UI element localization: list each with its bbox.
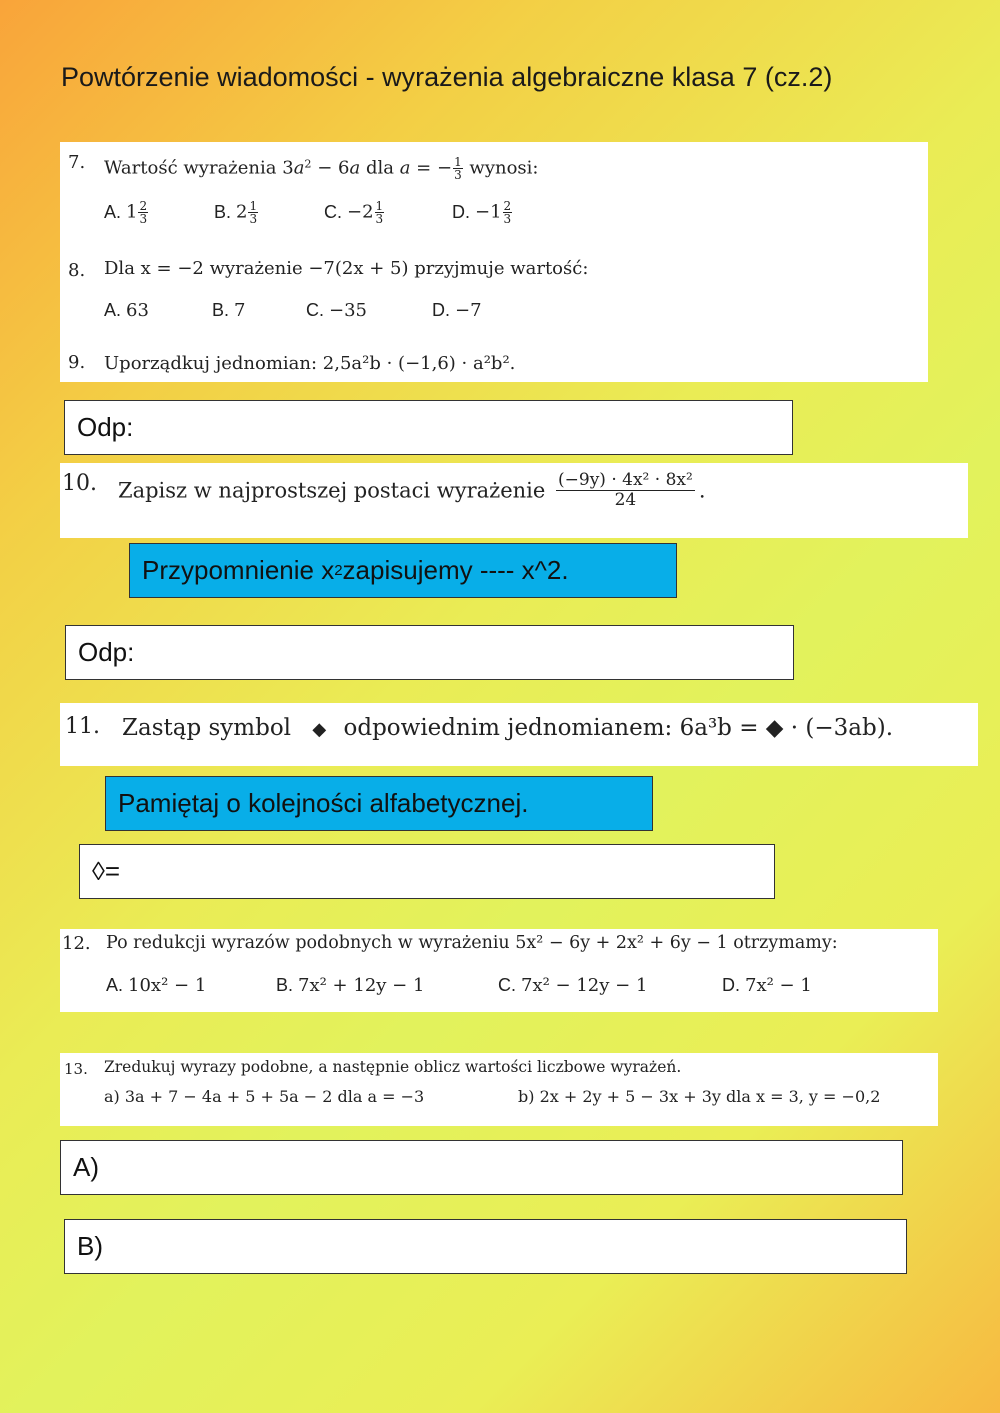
q13-text: Zredukuj wyrazy podobne, a następnie oblicz wartości liczbowe wyrażeń. bbox=[104, 1058, 682, 1076]
answer-a-label: A) bbox=[73, 1152, 99, 1182]
question-block-7-9 bbox=[60, 142, 928, 382]
q12-option-b: B. 7x² + 12y − 1 bbox=[276, 975, 425, 996]
answer-b-field[interactable] bbox=[64, 1219, 907, 1274]
q10-number: 10. bbox=[62, 471, 97, 496]
q13-part-b: b) 2x + 2y + 5 − 3x + 3y dla x = 3, y = −0,2 bbox=[518, 1087, 881, 1106]
hint-box-exponent: Przypomnienie x 2 zapisujemy ---- x^2. bbox=[129, 543, 677, 598]
q10-fraction: $\frac{\text{(−9y) · 4x² · 8x²}}{24}$ bbox=[558, 470, 693, 510]
answer-odp-field-1[interactable] bbox=[64, 400, 793, 455]
question-block-13 bbox=[60, 1053, 938, 1126]
q12-text: Po redukcji wyrazów podobnych w wyrażeniu 5x² − 6y + 2x² + 6y − 1 otrzymamy: bbox=[106, 933, 838, 953]
answer-odp-field-2[interactable] bbox=[65, 625, 794, 680]
answer-b-label: B) bbox=[77, 1231, 103, 1261]
diamond-symbol-icon: ◆ bbox=[312, 719, 327, 740]
question-block-10 bbox=[60, 463, 968, 538]
q7-number: 7. bbox=[68, 152, 86, 173]
hint-box-alphabetical: Pamiętaj o kolejności alfabetycznej. bbox=[105, 776, 653, 831]
answer-odp-label-1: Odp: bbox=[77, 412, 134, 442]
question-block-12 bbox=[60, 929, 938, 1012]
answer-a-field[interactable] bbox=[60, 1140, 903, 1195]
answer-diamond-field[interactable] bbox=[79, 844, 775, 899]
q12-option-d: D. 7x² − 1 bbox=[722, 975, 812, 996]
q7-text: Wartość wyrażenia $3a^2 - 6a$ dla a = − $\frac{1}{3}$ wynosi: bbox=[104, 155, 539, 182]
q7-option-c: C. −2 $\frac{1}{3}$ bbox=[324, 199, 384, 226]
q11-text: Zastąp symbol ◆ odpowiednim jednomianem: 6a³b = ◆ · (−3ab). bbox=[122, 715, 894, 741]
q8-option-b: B. 7 bbox=[212, 300, 246, 321]
q9-text: Uporządkuj jednomian: 2,5a²b · (−1,6) · a²b². bbox=[104, 353, 516, 374]
q8-option-a: A. 63 bbox=[104, 300, 149, 321]
q9-number: 9. bbox=[68, 352, 86, 373]
answer-input-b[interactable] bbox=[103, 1220, 906, 1273]
q10-text: Zapisz w najprostszej postaci wyrażenie $\frac{\text{(−9y) · 4x² · 8x²}}{24}$ . bbox=[118, 470, 706, 510]
answer-input-1[interactable] bbox=[133, 401, 792, 454]
q7-option-b: B. 2 $\frac{1}{3}$ bbox=[214, 199, 258, 226]
q8-option-d: D. −7 bbox=[432, 300, 482, 321]
q13-number: 13. bbox=[64, 1060, 88, 1078]
q12-option-a: A. 10x² − 1 bbox=[106, 975, 207, 996]
q7-option-a: A. 1 $\frac{2}{3}$ bbox=[104, 199, 148, 226]
answer-input-diamond[interactable] bbox=[120, 845, 774, 898]
q8-option-c: C. −35 bbox=[306, 300, 367, 321]
q13-part-a: a) 3a + 7 − 4a + 5 + 5a − 2 dla a = −3 bbox=[104, 1087, 425, 1106]
question-block-11 bbox=[60, 703, 978, 766]
answer-odp-label-2: Odp: bbox=[78, 637, 135, 667]
q8-options bbox=[104, 300, 904, 326]
q12-options bbox=[106, 975, 926, 1001]
answer-diamond-label: ◊= bbox=[92, 856, 121, 886]
q7-options bbox=[104, 200, 904, 234]
answer-input-2[interactable] bbox=[134, 626, 793, 679]
q12-option-c: C. 7x² − 12y − 1 bbox=[498, 975, 648, 996]
answer-input-a[interactable] bbox=[99, 1141, 902, 1194]
page-title: Powtórzenie wiadomości - wyrażenia algebraiczne klasa 7 (cz.2) bbox=[61, 62, 833, 92]
q11-number: 11. bbox=[65, 714, 100, 739]
q8-number: 8. bbox=[68, 260, 86, 281]
q12-number: 12. bbox=[62, 933, 91, 954]
q8-text: Dla x = −2 wyrażenie −7(2x + 5) przyjmuje wartość: bbox=[104, 258, 589, 279]
q7-option-d: D. −1 $\frac{2}{3}$ bbox=[452, 199, 512, 226]
